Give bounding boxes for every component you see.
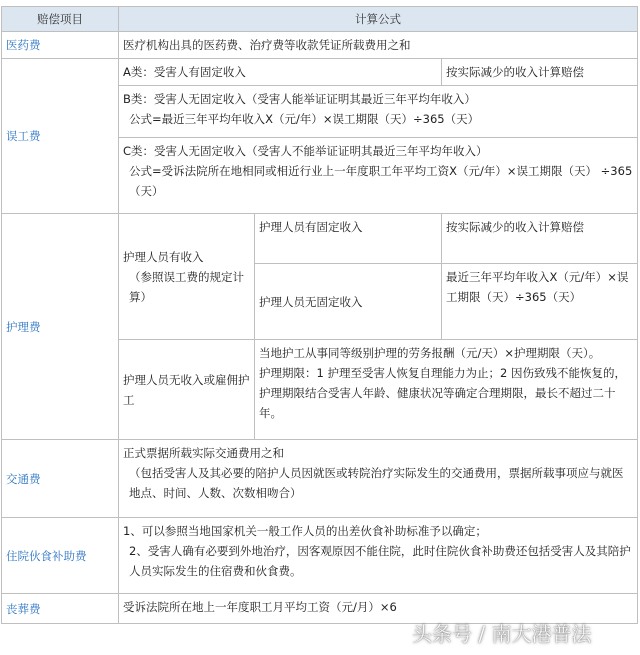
header-row <box>2 7 638 32</box>
transport-label: 交通费 <box>2 440 119 518</box>
nursing-no-income-label: 护理人员无收入或雇佣护工 <box>119 340 255 440</box>
funeral-label: 丧葬费 <box>2 594 119 624</box>
lost-wages-b-line2: 公式=最近三年平均年收入X（元/年）×误工期限（天）÷365（天） <box>129 112 480 126</box>
meals-line1: 1、可以参照当地国家机关一般工作人员的出差伙食补助标准予以确定； <box>123 524 487 538</box>
nursing-fixed-label: 护理人员有固定收入 <box>255 214 442 264</box>
row-nursing-fixed <box>2 214 638 264</box>
row-lost-wages-a <box>2 59 638 86</box>
nursing-no-income-line1: 当地护工从事同等级别护理的劳务报酬（元/天）×护理期限（天）。 <box>259 346 601 360</box>
lost-wages-c-line2: 公式=受诉法院所在地相同或相近行业上一年度职工年平均工资X（元/年）×误工期限（天） ÷365（天） <box>129 164 633 198</box>
funeral-formula: 受诉法院所在地上一年度职工月平均工资（元/月）×6 <box>119 594 638 624</box>
lost-wages-c-line1: C类：受害人无固定收入（受害人不能举证证明其最近三年平均年收入） <box>123 144 488 158</box>
nursing-no-income-line2: 护理期限：1 护理至受害人恢复自理能力为止；2 因伤致残不能恢复的，护理期限结合受害人年龄、健康状况等确定合理期限，最长不超过二十年。 <box>259 366 626 420</box>
medical-formula: 医疗机构出具的医药费、治疗费等收款凭证所载费用之和 <box>119 32 638 59</box>
nursing-label: 护理费 <box>2 214 119 440</box>
transport-formula <box>119 440 638 518</box>
lost-wages-label: 误工费 <box>2 59 119 214</box>
header-formula: 计算公式 <box>119 7 638 32</box>
header-item: 赔偿项目 <box>2 7 119 32</box>
compensation-table <box>1 6 638 624</box>
lost-wages-c <box>119 138 638 214</box>
meals-formula <box>119 518 638 594</box>
watermark: 头条号 / 南大港普法 <box>412 622 592 646</box>
nursing-nonfixed-label: 护理人员无固定收入 <box>255 264 442 340</box>
transport-line2: （包括受害人及其必要的陪护人员因就医或转院治疗实际发生的交通费用，票据所载事项应与就医地点、时间、人数、次数相吻合） <box>129 466 624 500</box>
row-transport <box>2 440 638 518</box>
lost-wages-a-formula: 按实际减少的收入计算赔偿 <box>442 59 638 86</box>
nursing-with-income-line2: （参照误工费的规定计算） <box>129 269 244 304</box>
nursing-no-income <box>255 340 638 440</box>
lost-wages-b <box>119 86 638 138</box>
meals-label: 住院伙食补助费 <box>2 518 119 594</box>
row-medical <box>2 32 638 59</box>
nursing-with-income <box>119 214 255 340</box>
nursing-nonfixed-formula: 最近三年平均年收入X（元/年）×误工期限（天）÷365（天） <box>442 264 638 340</box>
transport-line1: 正式票据所载实际交通费用之和 <box>123 446 284 460</box>
lost-wages-b-line1: B类：受害人无固定收入（受害人能举证证明其最近三年平均年收入） <box>123 92 476 106</box>
lost-wages-a-label: A类：受害人有固定收入 <box>119 59 442 86</box>
meals-line2: 2、受害人确有必要到外地治疗，因客观原因不能住院，此时住院伙食补助费还包括受害人及其陪护人员实际发生的住宿费和伙食费。 <box>129 544 631 578</box>
row-meals <box>2 518 638 594</box>
medical-label: 医药费 <box>2 32 119 59</box>
nursing-fixed-formula: 按实际减少的收入计算赔偿 <box>442 214 638 264</box>
nursing-with-income-line1: 护理人员有收入 <box>123 249 204 264</box>
